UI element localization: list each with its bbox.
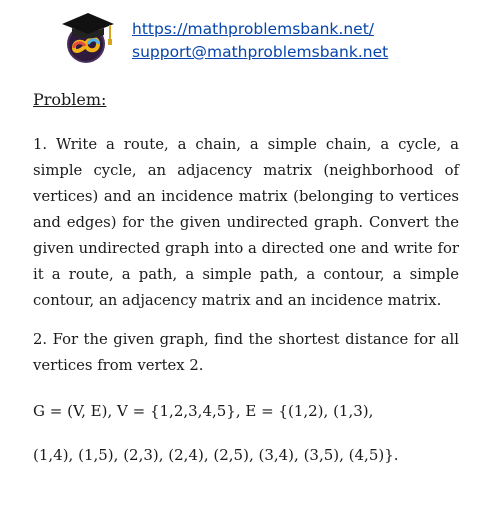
- problem-paragraph-1: 1. Write a route, a chain, a simple chain, a cycle, a simple cycle, an adjacency matrix (neighborhood of vertices) and an incidence matrix (belonging to vertices and edges) for the given undirected graph. Convert the given undirected graph into a directed one and write for it a route, a path, a simple path, a contour, a simple contour, an adjacency matrix and an incidence matrix.: [33, 136, 459, 309]
- problem-heading: Problem:: [33, 90, 107, 109]
- header: [58, 8, 478, 68]
- email-link[interactable]: support@mathproblemsbank.net: [132, 43, 389, 61]
- math-line-1: G = (V, E), V = {1,2,3,4,5}, E = {(1,2), (1,3),: [33, 402, 374, 420]
- contact-links: [132, 18, 388, 64]
- problem-content: [33, 88, 459, 467]
- problem-paragraph-2: 2. For the given graph, find the shortest distance for all vertices from vertex 2.: [33, 331, 459, 374]
- math-line-2: (1,4), (1,5), (2,3), (2,4), (2,5), (3,4), (3,5), (4,5)}.: [33, 446, 399, 464]
- logo-graduation-cap-icon: [58, 8, 120, 68]
- website-link[interactable]: https://mathproblemsbank.net/: [132, 20, 374, 38]
